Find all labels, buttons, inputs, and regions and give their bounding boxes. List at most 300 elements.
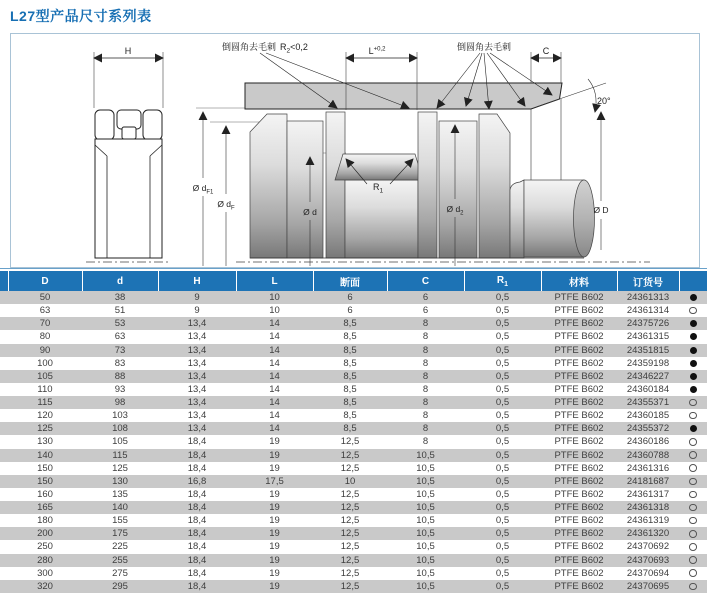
r1-label: $R_1$ — [372, 182, 384, 195]
cell-C: 8 — [422, 318, 429, 330]
table-row — [0, 317, 707, 330]
cell-availability — [679, 554, 707, 567]
cell-availability — [679, 357, 707, 370]
cell-order-no: 24361316 — [626, 462, 670, 474]
cell-D: 165 — [37, 502, 53, 514]
cell-L: 10 — [269, 292, 280, 304]
cell-d: 105 — [112, 436, 128, 448]
cell-R1: 0,5 — [495, 344, 510, 356]
cell-L: 14 — [269, 383, 280, 395]
dim-h-label: H — [124, 46, 132, 56]
cell-L: 19 — [269, 567, 280, 579]
cell-C: 10,5 — [416, 502, 435, 514]
table-row — [0, 422, 707, 435]
cell-D: 180 — [37, 515, 53, 527]
cell-spacer — [0, 527, 8, 540]
cell-R1: 0,5 — [495, 554, 510, 566]
cell-spacer — [0, 435, 8, 448]
cell-availability — [679, 527, 707, 540]
cell-order-no: 24370692 — [626, 541, 670, 553]
cell-D: 150 — [37, 462, 53, 474]
dim-l-label: $L^{+0,2}$ — [368, 46, 386, 56]
cell-availability — [679, 514, 707, 527]
cell-D: 110 — [37, 383, 53, 395]
table-row — [0, 475, 707, 488]
cell-C: 8 — [422, 370, 429, 382]
cell-order-no: 24370695 — [626, 580, 670, 592]
cell-R1: 0,5 — [495, 423, 510, 435]
cell-availability — [679, 567, 707, 580]
cell-D: 100 — [37, 357, 53, 369]
cell-order-no: 24361314 — [626, 305, 670, 317]
table-row — [0, 357, 707, 370]
cell-spacer — [0, 357, 8, 370]
cell-spacer — [0, 462, 8, 475]
cell-order-no: 24361313 — [626, 292, 670, 304]
table-row — [0, 396, 707, 409]
cell-spacer — [0, 554, 8, 567]
cell-material: PTFE B602 — [554, 423, 604, 435]
cell-C: 8 — [422, 383, 429, 395]
table-row — [0, 580, 707, 593]
cell-d: 140 — [112, 502, 128, 514]
col-header-section: 断面 — [313, 271, 387, 291]
cell-R1: 0,5 — [495, 292, 510, 304]
cell-C: 8 — [422, 436, 429, 448]
cell-L: 14 — [269, 370, 280, 382]
cell-section: 8,5 — [343, 331, 357, 343]
cell-D: 90 — [39, 344, 51, 356]
cell-H: 13,4 — [187, 383, 207, 395]
cell-R1: 0,5 — [495, 488, 510, 500]
availability-dot — [689, 412, 697, 420]
cell-section: 12,5 — [340, 528, 360, 540]
cell-d: 115 — [112, 449, 128, 461]
cell-C: 10,5 — [416, 528, 435, 540]
cell-H: 13,4 — [187, 318, 207, 330]
cell-R1: 0,5 — [495, 541, 510, 553]
cell-d: 135 — [112, 488, 128, 500]
cell-R1: 0,5 — [495, 449, 510, 461]
table-body — [0, 291, 707, 593]
table-row — [0, 501, 707, 514]
cell-availability — [679, 344, 707, 357]
availability-dot — [689, 464, 697, 472]
cell-R1: 0,5 — [495, 580, 510, 592]
cell-d: 130 — [112, 475, 128, 487]
availability-dot — [690, 347, 697, 354]
cell-d: 98 — [114, 397, 126, 409]
cell-D: 70 — [39, 318, 51, 330]
cell-spacer — [0, 396, 8, 409]
availability-dot — [690, 320, 697, 327]
cell-section: 12,5 — [340, 436, 360, 448]
cell-H: 18,4 — [187, 515, 207, 527]
cell-availability — [679, 488, 707, 501]
availability-dot — [689, 399, 697, 407]
dia-d-label: Ø d — [303, 207, 317, 217]
availability-dot — [689, 543, 697, 551]
table-row — [0, 370, 707, 383]
cell-section: 12,5 — [340, 554, 360, 566]
rod-end-face — [574, 180, 595, 257]
cell-R1: 0,5 — [495, 305, 510, 317]
cell-order-no: 24351815 — [626, 344, 670, 356]
cell-d: 51 — [114, 305, 126, 317]
cell-d: 108 — [112, 423, 128, 435]
cell-material: PTFE B602 — [554, 397, 604, 409]
cell-order-no: 24370694 — [626, 567, 670, 579]
cell-H: 13,4 — [187, 331, 207, 343]
availability-dot — [689, 569, 697, 577]
cell-material: PTFE B602 — [554, 502, 604, 514]
table-row — [0, 435, 707, 448]
cell-order-no: 24360185 — [626, 410, 670, 422]
cell-H: 18,4 — [187, 488, 207, 500]
cell-spacer — [0, 304, 8, 317]
cell-R1: 0,5 — [495, 331, 510, 343]
table-row — [0, 383, 707, 396]
cell-L: 14 — [269, 318, 280, 330]
cell-material: PTFE B602 — [554, 436, 604, 448]
cell-spacer — [0, 383, 8, 396]
col-header-L: L — [236, 271, 313, 291]
cell-order-no: 24361315 — [626, 331, 670, 343]
cell-D: 125 — [37, 423, 53, 435]
cell-spacer — [0, 422, 8, 435]
cell-availability — [679, 409, 707, 422]
cell-spacer — [0, 540, 8, 553]
cell-d: 38 — [114, 292, 126, 304]
availability-dot — [689, 556, 697, 564]
cell-section: 8,5 — [343, 397, 357, 409]
cell-section: 8,5 — [343, 410, 357, 422]
cell-section: 12,5 — [340, 488, 360, 500]
cell-section: 6 — [347, 292, 353, 304]
availability-dot — [689, 583, 697, 591]
cell-L: 19 — [269, 488, 280, 500]
cell-section: 8,5 — [343, 370, 357, 382]
cell-C: 8 — [422, 357, 429, 369]
cell-section: 12,5 — [340, 541, 360, 553]
cell-material: PTFE B602 — [554, 449, 604, 461]
cell-H: 18,4 — [187, 449, 207, 461]
cell-availability — [679, 317, 707, 330]
availability-dot — [690, 333, 697, 340]
cell-d: 63 — [114, 331, 126, 343]
cell-H: 18,4 — [187, 580, 207, 592]
cell-H: 13,4 — [187, 370, 207, 382]
cell-availability — [679, 422, 707, 435]
cell-order-no: 24360788 — [626, 449, 670, 461]
cell-C: 10,5 — [416, 475, 435, 487]
cell-C: 10,5 — [416, 567, 435, 579]
cell-R1: 0,5 — [495, 383, 510, 395]
cell-order-no: 24375726 — [626, 318, 670, 330]
cell-material: PTFE B602 — [554, 567, 604, 579]
cell-L: 14 — [269, 331, 280, 343]
availability-dot — [689, 451, 697, 459]
cell-D: 105 — [37, 370, 53, 382]
cell-availability — [679, 291, 707, 304]
cell-d: 73 — [114, 344, 126, 356]
cell-L: 19 — [269, 528, 280, 540]
cell-C: 8 — [422, 423, 429, 435]
cell-section: 12,5 — [340, 567, 360, 579]
cell-R1: 0,5 — [495, 370, 510, 382]
cell-spacer — [0, 475, 8, 488]
cell-H: 18,4 — [187, 567, 207, 579]
cell-C: 8 — [422, 331, 429, 343]
cell-C: 10,5 — [416, 488, 435, 500]
table-row — [0, 554, 707, 567]
table-row — [0, 304, 707, 317]
col-header-D: D — [8, 271, 82, 291]
availability-dot — [690, 373, 697, 380]
cell-material: PTFE B602 — [554, 318, 604, 330]
table-row — [0, 514, 707, 527]
cell-section: 6 — [347, 305, 353, 317]
cell-H: 13,4 — [187, 410, 207, 422]
cell-availability — [679, 540, 707, 553]
cell-L: 19 — [269, 580, 280, 592]
availability-dot — [690, 360, 697, 367]
table-row — [0, 330, 707, 343]
cell-availability — [679, 462, 707, 475]
dia-df1-label: Ø $d_{F1}$ — [192, 183, 214, 196]
cell-section: 8,5 — [343, 344, 357, 356]
table-row — [0, 291, 707, 304]
cell-spacer — [0, 449, 8, 462]
table-row — [0, 449, 707, 462]
cell-spacer — [0, 317, 8, 330]
cell-D: 130 — [37, 436, 53, 448]
cell-H: 18,4 — [187, 462, 207, 474]
cell-order-no: 24370693 — [626, 554, 670, 566]
cell-material: PTFE B602 — [554, 344, 604, 356]
table-row — [0, 462, 707, 475]
cell-material: PTFE B602 — [554, 462, 604, 474]
col-header-H: H — [158, 271, 236, 291]
cell-d: 125 — [112, 462, 128, 474]
cell-L: 19 — [269, 436, 280, 448]
table-row — [0, 409, 707, 422]
cell-H: 18,4 — [187, 541, 207, 553]
cell-order-no: 24360184 — [626, 383, 670, 395]
table-row — [0, 567, 707, 580]
cell-L: 19 — [269, 502, 280, 514]
cell-C: 8 — [422, 344, 429, 356]
availability-dot — [689, 491, 697, 499]
cell-material: PTFE B602 — [554, 370, 604, 382]
cell-H: 9 — [194, 305, 200, 317]
cell-availability — [679, 435, 707, 448]
cell-H: 18,4 — [187, 528, 207, 540]
cell-D: 300 — [37, 567, 53, 579]
cell-R1: 0,5 — [495, 410, 510, 422]
cell-order-no: 24355371 — [626, 397, 670, 409]
cell-availability — [679, 501, 707, 514]
cell-spacer — [0, 344, 8, 357]
cell-spacer — [0, 567, 8, 580]
col-header-order-no: 订货号 — [617, 271, 679, 291]
table-row — [0, 540, 707, 553]
cell-availability — [679, 330, 707, 343]
cell-order-no: 24361317 — [626, 488, 670, 500]
cell-d: 295 — [112, 580, 128, 592]
cell-D: 80 — [39, 331, 51, 343]
table-row — [0, 527, 707, 540]
col-header-R1: $R_1$ — [464, 271, 541, 291]
cell-H: 18,4 — [187, 502, 207, 514]
cell-order-no: 24346227 — [626, 370, 670, 382]
cell-C: 6 — [422, 292, 429, 304]
table-header-row — [0, 271, 707, 291]
cell-section: 8,5 — [343, 423, 357, 435]
dia-D-label: Ø D — [593, 205, 609, 215]
cell-L: 17,5 — [265, 475, 284, 487]
cell-material: PTFE B602 — [554, 488, 604, 500]
page-title: L27型产品尺寸系列表 — [10, 8, 152, 24]
cell-order-no: 24360186 — [626, 436, 670, 448]
cell-d: 225 — [112, 541, 128, 553]
cell-spacer — [0, 370, 8, 383]
cell-d: 255 — [112, 554, 128, 566]
cell-availability — [679, 370, 707, 383]
dia-d2-label: Ø $d_2$ — [446, 204, 464, 217]
size-table — [0, 268, 707, 593]
cell-D: 160 — [37, 488, 53, 500]
cell-section: 8,5 — [343, 318, 357, 330]
cell-L: 14 — [269, 357, 280, 369]
table-row — [0, 488, 707, 501]
dim-c-label: C — [542, 46, 550, 56]
cell-spacer — [0, 580, 8, 593]
cell-L: 19 — [269, 462, 280, 474]
cell-section: 12,5 — [340, 462, 360, 474]
cell-R1: 0,5 — [495, 436, 510, 448]
cell-R1: 0,5 — [495, 475, 510, 487]
cell-availability — [679, 383, 707, 396]
cell-L: 19 — [269, 449, 280, 461]
availability-dot — [689, 530, 697, 538]
housing-bar — [245, 83, 562, 109]
cell-C: 6 — [422, 305, 429, 317]
deburr-note-left: 倒圆角去毛刺 $R_2<0,2$ — [222, 42, 308, 55]
deburr-note-right: 倒圆角去毛刺 — [457, 42, 512, 52]
cell-C: 10,5 — [416, 541, 435, 553]
cell-R1: 0,5 — [495, 397, 510, 409]
cell-L: 19 — [269, 541, 280, 553]
cell-C: 10,5 — [416, 449, 435, 461]
cell-material: PTFE B602 — [554, 580, 604, 592]
cell-availability — [679, 304, 707, 317]
cell-spacer — [0, 330, 8, 343]
col-header-spacer-left — [0, 271, 8, 291]
cell-availability — [679, 580, 707, 593]
cell-d: 53 — [114, 318, 126, 330]
cell-material: PTFE B602 — [554, 554, 604, 566]
cell-material: PTFE B602 — [554, 515, 604, 527]
cell-L: 19 — [269, 515, 280, 527]
col-header-C: C — [387, 271, 464, 291]
cell-R1: 0,5 — [495, 528, 510, 540]
cell-D: 120 — [37, 410, 53, 422]
cell-spacer — [0, 514, 8, 527]
cell-material: PTFE B602 — [554, 475, 604, 487]
availability-dot — [689, 307, 697, 315]
cell-R1: 0,5 — [495, 567, 510, 579]
table-row — [0, 344, 707, 357]
availability-dot — [689, 438, 697, 446]
cell-H: 18,4 — [187, 436, 207, 448]
cell-D: 250 — [37, 541, 53, 553]
cell-H: 13,4 — [187, 423, 207, 435]
availability-dot — [689, 478, 697, 486]
cell-R1: 0,5 — [495, 515, 510, 527]
cell-L: 14 — [269, 410, 280, 422]
cell-spacer — [0, 291, 8, 304]
cell-material: PTFE B602 — [554, 331, 604, 343]
cell-section: 12,5 — [340, 515, 360, 527]
dia-df-label: Ø $d_F$ — [217, 199, 235, 212]
cell-C: 10,5 — [416, 515, 435, 527]
cell-order-no: 24181687 — [626, 475, 670, 487]
cell-L: 19 — [269, 554, 280, 566]
availability-dot — [690, 425, 697, 432]
cell-L: 14 — [269, 397, 280, 409]
cell-section: 12,5 — [340, 502, 360, 514]
cell-R1: 0,5 — [495, 357, 510, 369]
availability-dot — [689, 517, 697, 525]
cell-d: 93 — [114, 383, 126, 395]
cell-R1: 0,5 — [495, 462, 510, 474]
cell-C: 10,5 — [416, 554, 435, 566]
cell-D: 280 — [37, 554, 53, 566]
angle-label: 20° — [597, 96, 611, 106]
availability-dot — [690, 386, 697, 393]
cell-section: 8,5 — [343, 357, 357, 369]
cell-L: 10 — [269, 305, 280, 317]
cell-d: 103 — [112, 410, 128, 422]
cell-C: 8 — [422, 397, 429, 409]
cell-H: 16,8 — [187, 475, 207, 487]
cell-order-no: 24355372 — [626, 423, 670, 435]
cell-R1: 0,5 — [495, 502, 510, 514]
cell-material: PTFE B602 — [554, 357, 604, 369]
cell-material: PTFE B602 — [554, 410, 604, 422]
cell-section: 10 — [344, 475, 356, 487]
cell-spacer — [0, 488, 8, 501]
cell-H: 13,4 — [187, 344, 207, 356]
cell-H: 13,4 — [187, 357, 207, 369]
cell-C: 8 — [422, 410, 429, 422]
col-header-availability — [679, 271, 707, 291]
cell-L: 14 — [269, 423, 280, 435]
cell-D: 320 — [37, 580, 53, 592]
cell-d: 175 — [112, 528, 128, 540]
cell-D: 200 — [37, 528, 53, 540]
cell-D: 150 — [37, 475, 53, 487]
cell-material: PTFE B602 — [554, 528, 604, 540]
cell-D: 115 — [37, 397, 53, 409]
cell-d: 155 — [112, 515, 128, 527]
technical-drawing — [0, 0, 707, 268]
cell-order-no: 24359198 — [626, 357, 670, 369]
cell-order-no: 24361320 — [626, 528, 670, 540]
cell-R1: 0,5 — [495, 318, 510, 330]
col-header-d: d — [82, 271, 158, 291]
